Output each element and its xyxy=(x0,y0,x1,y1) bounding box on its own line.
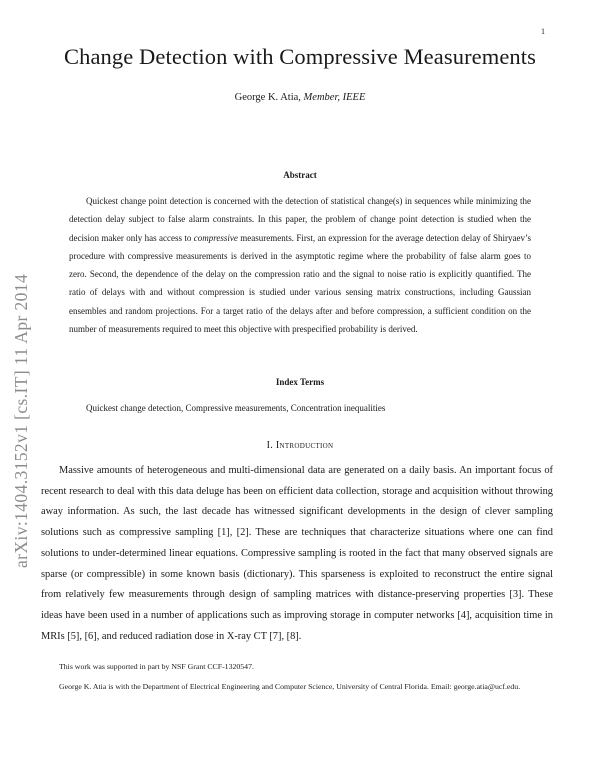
introduction-numeral: I. xyxy=(266,440,276,451)
abstract-text-part1: Quickest change point detection is concerned with the detection of statistical change(s) in sequences while minimizing the detection delay subject to false alarm constraints. In this paper, the problem of change point detection is studied when the decision maker only has access to xyxy=(69,196,531,243)
paper-title: Change Detection with Compressive Measurements xyxy=(64,44,536,69)
abstract-text-part2: measurements. First, an expression for the average detection delay of Shiryaev’s procedure with compressive measurements is derived in the asymptotic regime where the probability of false alarm goes to zero. Second, the dependence of the delay on the compression ratio and the signal to noise ratio is explicitly quantified. The ratio of delays with and without compression is studied under various sensing matrix constructions, including Gaussian ensembles and random projections. For a target ratio of the delays after and before compression, a sufficient condition on the number of measurements required to meet this objective with prespecified probability is derived. xyxy=(69,232,531,335)
introduction-paragraph: Massive amounts of heterogeneous and multi-dimensional data are generated on a daily basis. An important focus of recent research to deal with this data deluge has been on efficient data collection, storage and acquisition without throwing away information. As such, the last decade has witnessed significant developments in the design of clever sampling solutions such as compressive sampling [1], [2]. These are techniques that characterize situations where one can find solutions to under-determined linear equations. Compressive sampling is rooted in the fact that many observed signals are sparse (or compressible) in some known basis (dictionary). This sparseness is exploited to reconstruct the entire signal from relatively few measurements through design of sampling matrices with distance-preserving properties [3]. These ideas have been used in a number of applications such as improving storage in computer networks [4], acquisition time in MRIs [5], [6], and reduced radiation dose in X-ray CT [7], [8]. xyxy=(41,465,553,642)
abstract-heading: Abstract xyxy=(283,170,317,180)
footnote-affiliation: George K. Atia is with the Department of Electrical Engineering and Computer Science, University of Central Florida. Email: george.atia@ucf.edu. xyxy=(59,682,521,691)
index-terms-heading: Index Terms xyxy=(275,377,325,387)
arxiv-stamp: arXiv:1404.3152v1 [cs.IT] 11 Apr 2014 xyxy=(11,273,31,568)
abstract-emphasis: compressive xyxy=(193,232,238,243)
abstract-text xyxy=(69,192,531,338)
introduction-heading xyxy=(0,440,600,451)
author-name: George K. Atia, xyxy=(234,92,301,103)
footnote-funding: This work was supported in part by NSF Grant CCF-1320547. xyxy=(59,662,254,671)
author-line xyxy=(0,92,600,103)
author-role: Member, IEEE xyxy=(303,92,366,103)
page-number: 1 xyxy=(541,27,545,36)
index-terms-text: Quickest change detection, Compressive measurements, Concentration inequalities xyxy=(86,403,386,413)
introduction-title: Introduction xyxy=(275,440,334,451)
